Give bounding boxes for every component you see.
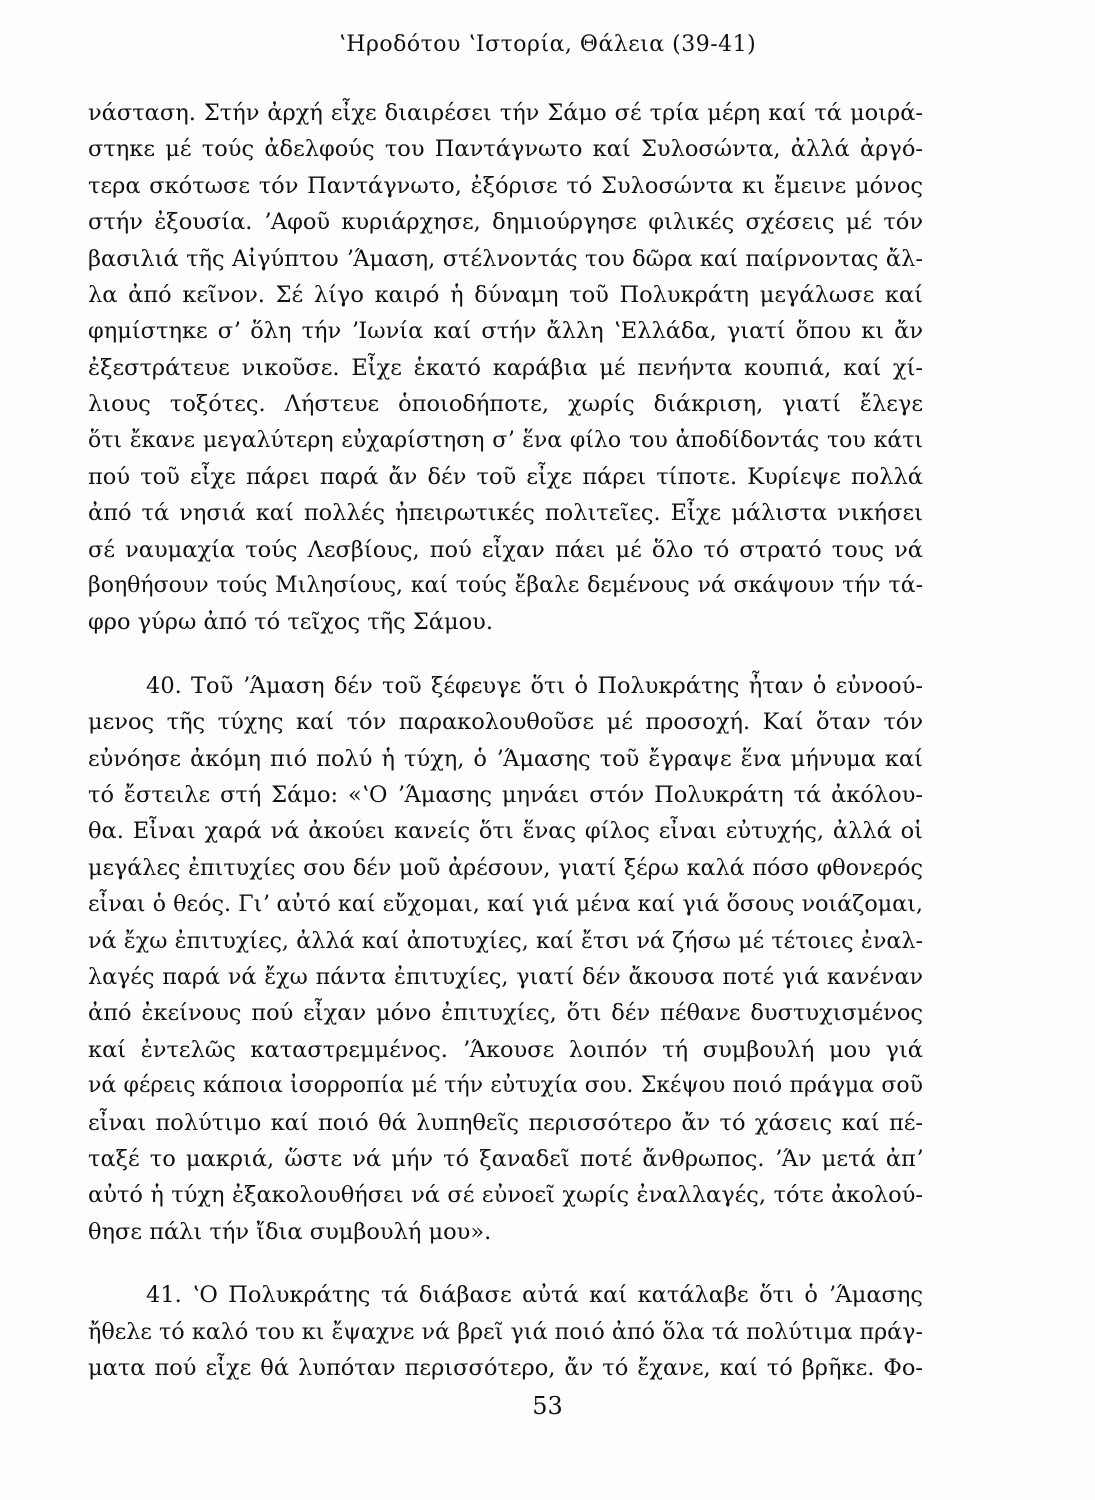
page-number: 53: [532, 1392, 563, 1420]
text-line: νάσταση. Στήν ἀρχή εἶχε διαιρέσει τήν Σάμο σέ τρία μέρη καί τά μοιρά-: [88, 100, 923, 126]
text-line: στηκε μέ τούς ἀδελφούς του Παντάγνωτο καί Συλοσώντα, ἀλλά ἀργό-: [88, 136, 923, 163]
text-line: καί ἐντελῶς καταστρεμμένος. ʼΆκουσε λοιπόν τή συμβουλή μου γιά: [88, 1036, 923, 1063]
text-line: φημίστηκε σʼ ὅλη τήν ʼΙωνία καί στήν ἄλλη ʽΕλλάδα, γιατί ὅπου κι ἄν: [88, 318, 923, 345]
text-line: εὐνόησε ἀκόμη πιό πολύ ἡ τύχη, ὁ ʼΆμασης τοῦ ἔγραψε ἕνα μήνυμα καί: [88, 745, 923, 772]
paragraph-39-continued: [88, 95, 923, 641]
text-line: φρο γύρω ἀπό τό τεῖχος τῆς Σάμου.: [88, 609, 493, 636]
text-line: 41. ʽΟ Πολυκράτης τά διάβασε αὐτά καί κατάλαβε ὅτι ὁ ʼΆμασης: [146, 1282, 923, 1309]
text-line: λα ἀπό κεῖνον. Σέ λίγο καιρό ἡ δύναμη τοῦ Πολυκράτη μεγάλωσε καί: [88, 281, 923, 308]
text-line: ταξέ το μακριά, ὥστε νά μήν τό ξαναδεῖ ποτέ ἄνθρωπος. ʼΆν μετά ἀπʼ: [88, 1145, 923, 1172]
text-line: νά φέρεις κάποια ἰσορροπία μέ τήν εὐτυχία σου. Σκέψου ποιό πράγμα σοῦ: [88, 1073, 923, 1099]
text-line: εἶναι πολύτιμο καί ποιό θά λυπηθεῖς περισσότερο ἄν τό χάσεις καί πέ-: [88, 1109, 923, 1136]
text-line: νά ἔχω ἐπιτυχίες, ἀλλά καί ἀποτυχίες, καί ἔτσι νά ζήσω μέ τέτοιες ἐναλ-: [88, 927, 923, 954]
text-line: ὅτι ἔκανε μεγαλύτερη εὐχαρίστηση σʼ ἕνα φίλο του ἀποδίδοντάς του κάτι: [88, 427, 923, 453]
text-line: λιους τοξότες. Λήστευε ὁποιοδήποτε, χωρίς διάκριση, γιατί ἔλεγε: [88, 391, 923, 418]
text-line: λαγές παρά νά ἔχω πάντα ἐπιτυχίες, γιατί δέν ἄκουσα ποτέ γιά κανέναν: [88, 963, 923, 990]
text-line: ἀπό ἐκείνους πού εἶχαν μόνο ἐπιτυχίες, ὅτι δέν πέθανε δυστυχισμένος: [88, 1000, 923, 1027]
text-line: θα. Εἶναι χαρά νά ἀκούει κανείς ὅτι ἕνας φίλος εἶναι εὐτυχής, ἀλλά οἱ: [88, 818, 923, 845]
text-line: τό ἔστειλε στή Σάμο: «ʽΟ ʼΆμασης μηνάει στόν Πολυκράτη τά ἀκόλου-: [88, 782, 923, 809]
text-line: πού τοῦ εἶχε πάρει παρά ἄν δέν τοῦ εἶχε πάρει τίποτε. Κυρίεψε πολλά: [88, 463, 923, 490]
text-line: μενος τῆς τύχης καί τόν παρακολουθοῦσε μέ προσοχή. Καί ὅταν τόν: [88, 709, 923, 736]
text-line: εἶναι ὁ θεός. Γιʼ αὐτό καί εὔχομαι, καί γιά μένα καί γιά ὅσους νοιάζομαι,: [88, 891, 923, 918]
text-line: ματα πού εἶχε θά λυπόταν περισσότερο, ἄν τό ἔχανε, καί τό βρῆκε. Φο-: [88, 1354, 923, 1381]
text-line: ἐξεστράτευε νικοῦσε. Εἶχε ἑκατό καράβια μέ πενήντα κουπιά, καί χί-: [88, 354, 923, 381]
text-line: ἀπό τά νησιά καί πολλές ἠπειρωτικές πολιτεῖες. Εἶχε μάλιστα νικήσει: [88, 500, 923, 527]
paragraph-gap: [88, 1250, 923, 1277]
text-line: βασιλιά τῆς Αἰγύπτου ʼΆμαση, στέλνοντάς του δῶρα καί παίρνοντας ἄλ-: [88, 245, 923, 272]
paragraph-40: [88, 668, 923, 1250]
text-line: βοηθήσουν τούς Μιλησίους, καί τούς ἔβαλε δεμένους νά σκάψουν τήν τά-: [88, 573, 923, 599]
paragraph-41: [88, 1277, 923, 1386]
body-text: [88, 95, 923, 1386]
text-line: αὐτό ἡ τύχη ἐξακολουθήσει νά σέ εὐνοεῖ χωρίς ἐναλλαγές, τότε ἀκολού-: [88, 1182, 923, 1209]
running-header: ʽΗροδότου ʽΙστορία, Θάλεια (39-41): [338, 32, 757, 57]
text-line: θησε πάλι τήν ἴδια συμβουλή μου».: [88, 1218, 492, 1245]
paragraph-gap: [88, 641, 923, 668]
text-line: ἤθελε τό καλό του κι ἔψαχνε νά βρεῖ γιά ποιό ἀπό ὅλα τά πολύτιμα πράγ-: [88, 1318, 923, 1345]
text-line: σέ ναυμαχία τούς Λεσβίους, πού εἶχαν πάει μέ ὅλο τό στρατό τους νά: [88, 536, 923, 563]
text-line: 40. Τοῦ ʼΆμαση δέν τοῦ ξέφευγε ὅτι ὁ Πολυκράτης ἦταν ὁ εὐνοού-: [146, 672, 923, 699]
text-line: στήν ἐξουσία. ʼΑφοῦ κυριάρχησε, δημιούργησε φιλικές σχέσεις μέ τόν: [88, 209, 923, 236]
text-line: τερα σκότωσε τόν Παντάγνωτο, ἐξόρισε τό Συλοσώντα κι ἔμεινε μόνος: [88, 172, 923, 199]
text-line: μεγάλες ἐπιτυχίες σου δέν μοῦ ἀρέσουν, γιατί ξέρω καλά πόσο φθονερός: [88, 854, 923, 881]
